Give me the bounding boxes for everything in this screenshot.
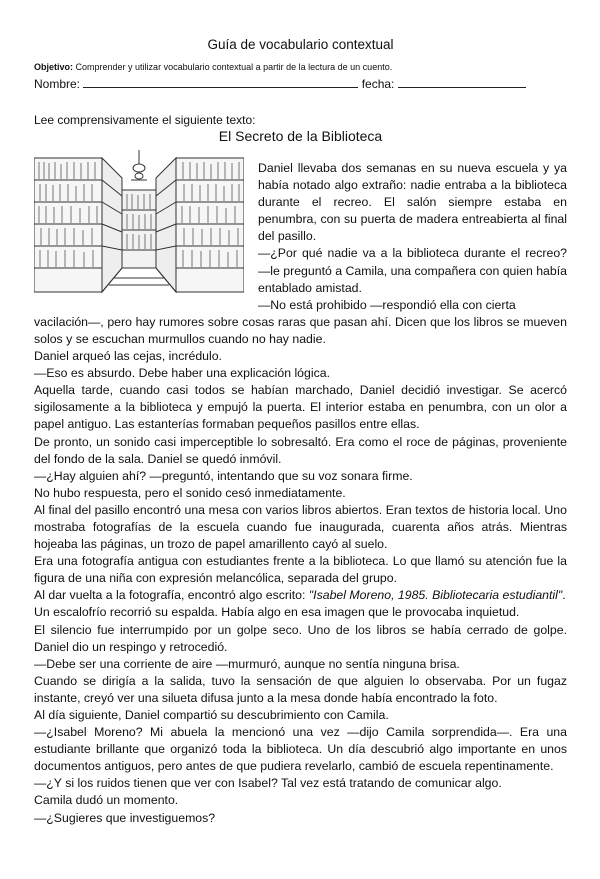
story-paragraph: —¿Isabel Moreno? Mi abuela la mencionó una vez —dijo Camila sorprendida—. Era una estudiante brillante que organizó toda la biblioteca. Un día descubrió algo importante en unos documentos antiguos, pero antes de que pudiera revelarlo, cambió de escuela repentinamente. [34, 725, 567, 774]
story-paragraph: vacilación—, pero hay rumores sobre cosas raras que pasan ahí. Dicen que los libros se mueven solos y se escuchan murmullos cuando no hay nadie. [34, 314, 567, 346]
story-paragraph: —¿Por qué nadie va a la biblioteca durante el recreo? —le preguntó a Camila, una compañera con quien había entablado amistad. [258, 246, 567, 295]
story-paragraph: —¿Y si los ruidos tienen que ver con Isabel? Tal vez está tratando de comunicar algo. [34, 776, 502, 791]
story-paragraph: El silencio fue interrumpido por un golpe seco. Uno de los libros se había cerrado de golpe. Daniel dio un respingo y retrocedió. [34, 622, 567, 654]
story-paragraph: No hubo respuesta, pero el sonido cesó inmediatamente. [34, 485, 346, 500]
story-paragraph: Un escalofrío recorrió su espalda. Había algo en esa imagen que le provocaba inquietud. [34, 605, 520, 620]
objective-text: Comprender y utilizar vocabulario contextual a partir de la lectura de un cuento. [75, 62, 393, 72]
photo-para-start: Al dar vuelta a la fotografía, encontró algo escrito: [34, 588, 309, 603]
photo-para-end: . [562, 588, 566, 603]
objective-line [34, 62, 392, 72]
story-paragraph-photo [34, 587, 567, 604]
instructions: Lee comprensivamente el siguiente texto: [34, 113, 256, 127]
story-paragraph: Cuando se dirigía a la salida, tuvo la sensación de que alguien lo observaba. Por un fugaz instante, creyó ver una silueta difusa junto a la mesa donde había encontrado la foto. [34, 673, 567, 705]
story-title: El Secreto de la Biblioteca [218, 128, 383, 144]
story-paragraph: —Debe ser una corriente de aire —murmuró, aunque no sentía ninguna brisa. [34, 656, 460, 671]
story-paragraph: —Eso es absurdo. Debe haber una explicación lógica. [34, 366, 330, 381]
story-paragraph: —¿Hay alguien ahí? —preguntó, intentando que su voz sonara firme. [34, 468, 413, 483]
story-paragraph: —¿Sugieres que investiguemos? [34, 810, 216, 825]
name-label: Nombre: [34, 77, 81, 91]
story-paragraph: Era una fotografía antigua con estudiantes frente a la biblioteca. Lo que llamó su atención fue la figura de una niña con expresión melancólica, separada del grupo. [34, 554, 567, 586]
story-paragraph: Daniel llevaba dos semanas en su nueva escuela y ya había notado algo extraño: nadie entraba a la biblioteca durante el recreo. El salón siempre estaba en penumbra, con su puerta de madera entreabierta al final del pasillo. [258, 161, 567, 244]
story-paragraph: Camila dudó un momento. [34, 793, 179, 808]
story-paragraph: De pronto, un sonido casi imperceptible lo sobresaltó. Era como el roce de páginas, proveniente del fondo de la sala. Daniel se quedó inmóvil. [34, 434, 567, 466]
story-text [34, 160, 567, 827]
page-title: Guía de vocabulario contextual [207, 37, 394, 52]
story-paragraph: —No está prohibido —respondió ella con cierta [258, 297, 516, 312]
date-label: fecha: [361, 77, 395, 91]
objective-label: Objetivo: [34, 62, 74, 72]
name-field[interactable] [83, 76, 358, 88]
date-field[interactable] [398, 76, 526, 88]
story-paragraph: Aquella tarde, cuando casi todos se habían marchado, Daniel decidió investigar. Se acercó sigilosamente a la biblioteca y empujó la puerta. El interior estaba en penumbra, con un olor a papel antiguo. Las estanterías formaban pequeños pasillos entre ellas. [34, 383, 567, 432]
photo-inscription: "Isabel Moreno, 1985. Bibliotecaria estudiantil" [308, 588, 563, 603]
story-paragraph: Al final del pasillo encontró una mesa con varios libros abiertos. Eran textos de historia local. Uno mostraba fotografías de la escuela cuando fue inaugurada, cuarenta años atrás. Mientras hojeaba las páginas, un trozo de papel amarillento cayó al suelo. [34, 502, 567, 552]
story-paragraph: Daniel arqueó las cejas, incrédulo. [34, 349, 222, 364]
story-paragraph: Al día siguiente, Daniel compartió su descubrimiento con Camila. [34, 708, 389, 722]
student-info-row [34, 76, 567, 91]
